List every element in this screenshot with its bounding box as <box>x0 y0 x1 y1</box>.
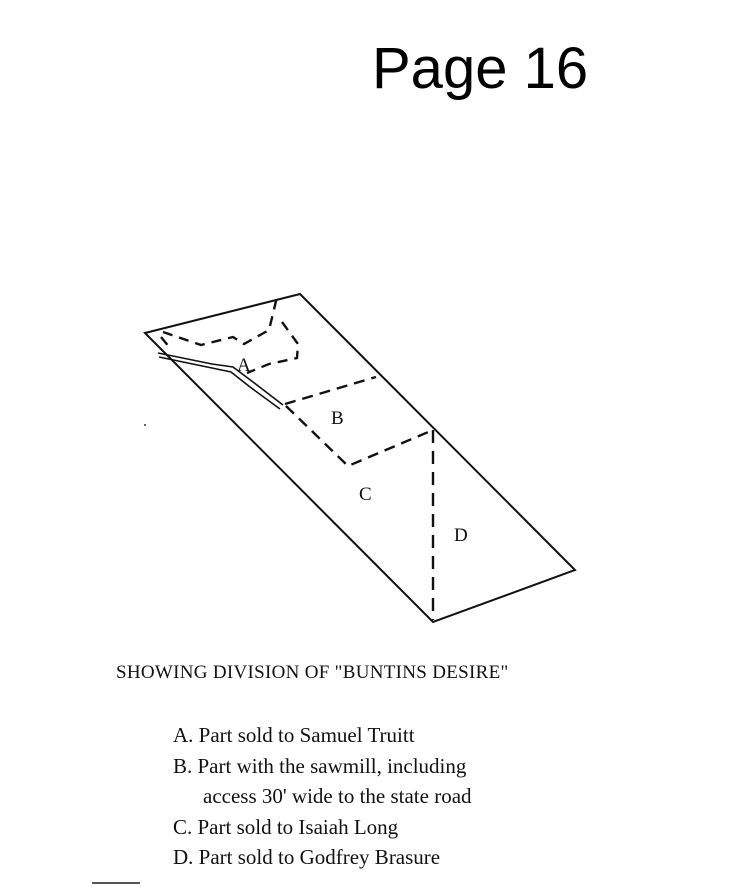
legend-item-c: C. Part sold to Isaiah Long <box>173 814 399 839</box>
parcel-label-b: B <box>331 408 344 429</box>
parcel-legend <box>173 720 472 873</box>
parcel-label-a: A <box>237 355 251 376</box>
legend-item-d: D. Part sold to Godfrey Brasure <box>173 845 441 869</box>
parcel-label-c: C <box>359 484 372 505</box>
parcel-b-outline <box>286 406 433 466</box>
parcel-label-d: D <box>454 525 468 546</box>
figure-caption: SHOWING DIVISION OF "BUNTINS DESIRE" <box>116 662 509 683</box>
divider-a-b <box>285 377 376 404</box>
legend-item-b-continued: access 30' wide to the state road <box>203 784 472 808</box>
page-number: Page 16 <box>372 36 589 101</box>
tract-boundary <box>145 294 575 622</box>
speck-mark <box>144 424 146 426</box>
legend-item-b: B. Part with the sawmill, including <box>173 753 467 778</box>
legend-item-a: A. Part sold to Samuel Truitt <box>173 723 415 747</box>
scan-edge-mark <box>92 882 140 884</box>
